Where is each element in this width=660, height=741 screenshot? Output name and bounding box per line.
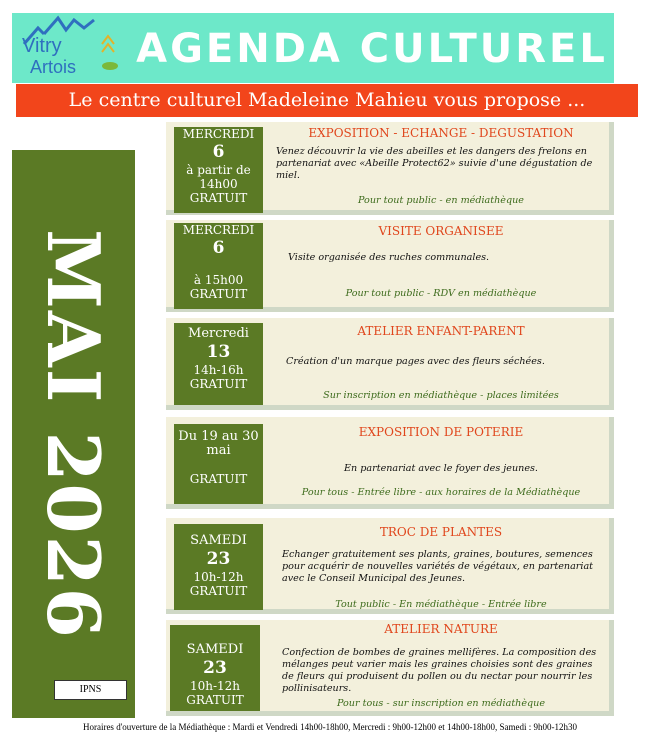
event-description: Confection de bombes de graines mellifères. La composition des mélanges peut varier mais les graines choisies sont des graines de fleurs qui produisent du pollen ou du nectar pour nourrir les pollinisateurs. bbox=[282, 647, 597, 694]
event-date-box bbox=[174, 223, 263, 309]
event-time: 14h00 bbox=[199, 177, 238, 191]
event-price: GRATUIT bbox=[189, 191, 248, 205]
event-description: En partenariat avec le foyer des jeunes. bbox=[344, 463, 538, 474]
event-price: GRATUIT bbox=[189, 287, 248, 301]
event-info: Sur inscription en médiathèque - places limitées bbox=[323, 390, 559, 401]
event-date-box bbox=[174, 323, 263, 405]
subtitle: Le centre culturel Madeleine Mahieu vous propose ... bbox=[68, 89, 586, 111]
event-period: Du 19 au 30 bbox=[178, 429, 259, 444]
event-info: Pour tout public - RDV en médiathèque bbox=[345, 288, 537, 299]
event-date-box bbox=[174, 424, 263, 504]
event-title: VISITE ORGANISEE bbox=[378, 224, 504, 238]
event-date-box bbox=[174, 524, 263, 610]
event-day: SAMEDI bbox=[186, 642, 244, 657]
ipns-label: IPNS bbox=[54, 680, 127, 700]
event-day: SAMEDI bbox=[190, 533, 247, 548]
event-day: MERCREDI bbox=[182, 223, 255, 237]
event-price: GRATUIT bbox=[189, 377, 248, 391]
event-title: EXPOSITION - ECHANGE - DEGUSTATION bbox=[308, 126, 574, 140]
event-time: 14h-16h bbox=[193, 363, 244, 377]
event-description: Echanger gratuitement ses plants, graines, boutures, semences pour acquérir de nouvelles variétés de végétaux, en partenariat avec le Conseil Municipal des Jeunes. bbox=[282, 549, 594, 584]
event-description: Création d'un marque pages avec des fleurs séchées. bbox=[286, 356, 545, 367]
logo-text-artois: Artois bbox=[30, 57, 77, 77]
event-card-3 bbox=[166, 318, 614, 410]
agenda-title: AGENDA CULTUREL bbox=[136, 26, 608, 72]
opening-hours-footer: Horaires d'ouverture de la Médiathèque : Mardi et Vendredi 14h00-18h00, Mercredi : 9h00-12h00 et 14h00-18h00, Samedi : 9h00-12h30 bbox=[82, 722, 578, 732]
event-day-number: 6 bbox=[212, 142, 225, 162]
event-info: Pour tous - Entrée libre - aux horaires de la Médiathèque bbox=[301, 487, 581, 498]
event-card-5 bbox=[166, 518, 614, 614]
event-title: TROC DE PLANTES bbox=[379, 525, 503, 539]
event-time: 10h-12h bbox=[193, 570, 244, 584]
event-card-4 bbox=[166, 417, 614, 509]
event-title: ATELIER ENFANT-PARENT bbox=[357, 324, 525, 338]
event-info: Pour tout public - en médiathèque bbox=[357, 195, 524, 206]
event-title: ATELIER NATURE bbox=[384, 622, 498, 636]
event-card-2 bbox=[166, 220, 614, 312]
event-info: Pour tous - sur inscription en médiathèque bbox=[336, 698, 546, 709]
event-day: Mercredi bbox=[188, 326, 249, 341]
logo-text-vitry: Vitry bbox=[22, 35, 62, 57]
event-day-number: 13 bbox=[206, 342, 231, 362]
event-day-number: 23 bbox=[203, 658, 227, 678]
event-price: GRATUIT bbox=[186, 693, 244, 707]
month-label-wrap bbox=[12, 150, 135, 718]
event-time: à 15h00 bbox=[193, 273, 244, 287]
event-time-prefix: à partir de bbox=[186, 163, 251, 177]
event-price: GRATUIT bbox=[189, 584, 248, 598]
event-description: Visite organisée des ruches communales. bbox=[288, 252, 490, 263]
event-time: 10h-12h bbox=[189, 679, 241, 693]
event-date-box bbox=[174, 127, 263, 213]
event-month: mai bbox=[206, 443, 231, 458]
event-day-number: 23 bbox=[206, 549, 231, 569]
event-title: EXPOSITION DE POTERIE bbox=[358, 425, 524, 439]
event-day: MERCREDI bbox=[182, 127, 255, 141]
event-day-number: 6 bbox=[212, 238, 225, 258]
event-date-box bbox=[170, 625, 260, 711]
month-label: MAI 2026 bbox=[31, 228, 117, 640]
event-card-6 bbox=[166, 620, 614, 716]
event-info: Tout public - En médiathèque - Entrée libre bbox=[335, 599, 547, 610]
event-description: Venez découvrir la vie des abeilles et les dangers des frelons en partenariat avec «Abeille Protect62» suivie d'une dégustation de miel. bbox=[276, 146, 593, 181]
event-price: GRATUIT bbox=[189, 472, 248, 486]
event-card-1 bbox=[166, 122, 614, 215]
